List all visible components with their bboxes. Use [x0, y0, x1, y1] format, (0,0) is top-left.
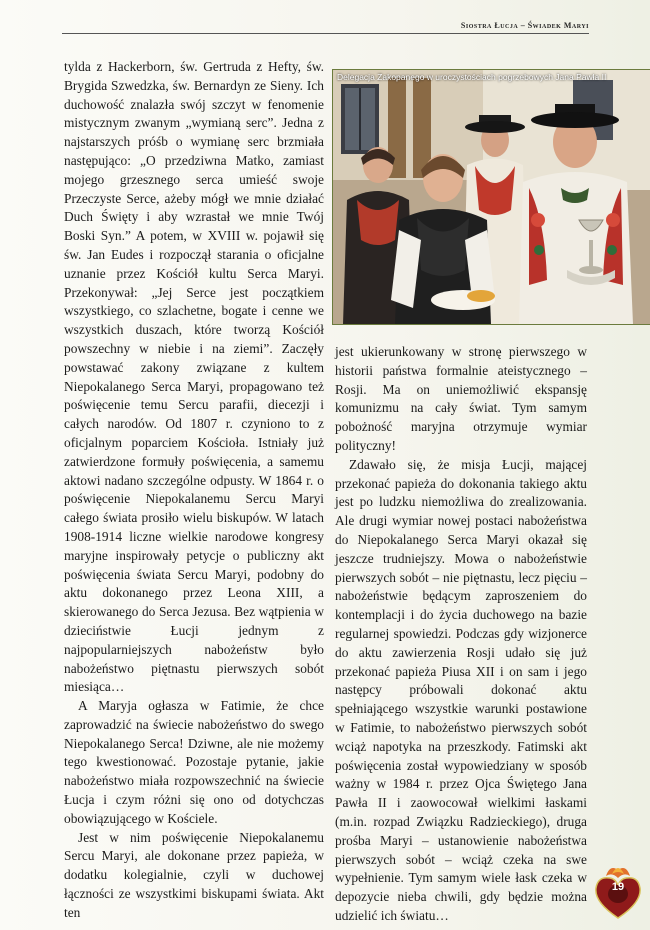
- paragraph: jest ukierunkowany w stronę pierwszego w historii państwa formalnie ateistycznego – Rosji. Ma on uniemożliwić ekspansję komunizmu na cały świat. Tym samym pobożność maryjna otrzymuje wymiar polityczny!: [335, 344, 587, 453]
- text-column-left: [64, 58, 324, 923]
- paragraph: Zdawało się, że misja Łucji, mającej przekonać papieża do dokonania takiego aktu jest po ludzku niemożliwa do zrealizowania. Ale drugi wymiar nowej postaci nabożeństwa do Niepokalanego Serca Maryi okazał się jeszcze trudniejszy. Mowa o nabożeństwie pierwszych sobót – nie piętnastu, lecz pięciu – nabożeństwie będącym zaproszeniem do kontemplacji i do życia duchowego na bazie regularnej spowiedzi. Podczas gdy wizjonerce do aktu zawierzenia Rosji udało się już przekonać papieża Piusa XII i on sam i jego następcy próbowali dokonać aktu spełniającego wszystkie warunki postawione w Fatimie, to nabożeństwo pierwszych sobót wciąż napotyka na przeszkody. Fatimski akt poświęcenia został wypowiedziany w sposób ważny w 1984 r. przez Ojca Świętego Jana Pawła II i zaowocował wielkimi łaskami (m.in. rozpad Związku Radzieckiego), druga prośba Maryi – ustanowienie nabożeństwa pierwszych sobót – wciąż czeka na swe wypełnienie. Tym samym wiele łask czeka w depozycie nieba chwili, gdy będzie można udzielić ich światu…: [335, 456, 587, 923]
- photo-caption: Delegacja Zakopanego w uroczystościach pogrzebowych Jana Pawła II: [337, 72, 607, 82]
- running-head: Siostra Łucja – Świadek Maryi: [62, 21, 589, 34]
- page-number: 19: [611, 881, 625, 893]
- paragraph: Jest w nim poświęcenie Niepokalanemu Sercu Maryi, ale dokonane przez papieża, w dodatku kolegialnie, czyli w duchowej łączności ze wszystkimi biskupami świata. Akt ten: [64, 829, 324, 920]
- photo: [332, 69, 650, 325]
- text-column-right: [335, 343, 587, 926]
- photo-illustration: [333, 70, 650, 324]
- paragraph: A Maryja ogłasza w Fatimie, że chce zaprowadzić na świecie nabożeństwo do swego Niepokalanego Serca! Dziwne, ale nie możemy tego kwestionować. Pozostaje pytanie, jakie nabożeństwo miała rozpowszechnić na świecie Łucja i czym różni się ono od dotychczas obowiązującego w Kościele.: [64, 698, 324, 826]
- paragraph: tylda z Hackerborn, św. Gertruda z Hefty, św. Brygida Szwedzka, św. Bernardyn ze Sieny. Ich duchowość znalazła swój szczyt w fenomenie mistycznym zwanym „wymianą serc”. Jedna z najstarszych próśb o wymianę serc brzmiała następująco: „O przedziwna Matko, zamiast mojego grzesznego serca umieść swoje Przeczyste Serce, ażeby mógł we mnie działać Duch Święty i aby wzrastał we mnie Twój Boski Syn.” A potem, w XVIII w. pojawił się św. Jan Eudes i rozpoczął starania o oficjalne uznanie przez Kościół kultu Serca Maryi. Przekonywał: „Jej Serce jest początkiem wszystkiego, co szlachetne, bogate i cenne we wszystkich duszach, które tworzą Kościół powszechny w niebie i na ziemi”. Zaczęły powstawać zakony związane z kultem Niepokalanego Serca Maryi, propagowano też poświęcenie temu Sercu parafii, diecezji i całych narodów. Od 1807 r. czyniono to z oficjalnym poparciem Kościoła. Istniały już zatwierdzone formuły poświęcenia, a samemu aktowi nadano szczególne odpusty. W 1864 r. o poświęcenie Niepokalanemu Sercu Maryi całego świata prosiło wielu biskupów. W latach 1908-1914 liczne wielkie narodowe kongresy maryjne inspirowały petycje o publiczny akt poświęcenia świata Sercu Maryi, podobny do aktu dokonanego przez Leona XIII, a skierowanego do Serca Jezusa. Bez wątpienia w dzieciństwie Łucji jednym z najpopularniejszych nabożeństw było nabożeństwo piętnastu pierwszych sobót miesiąca…: [64, 59, 324, 695]
